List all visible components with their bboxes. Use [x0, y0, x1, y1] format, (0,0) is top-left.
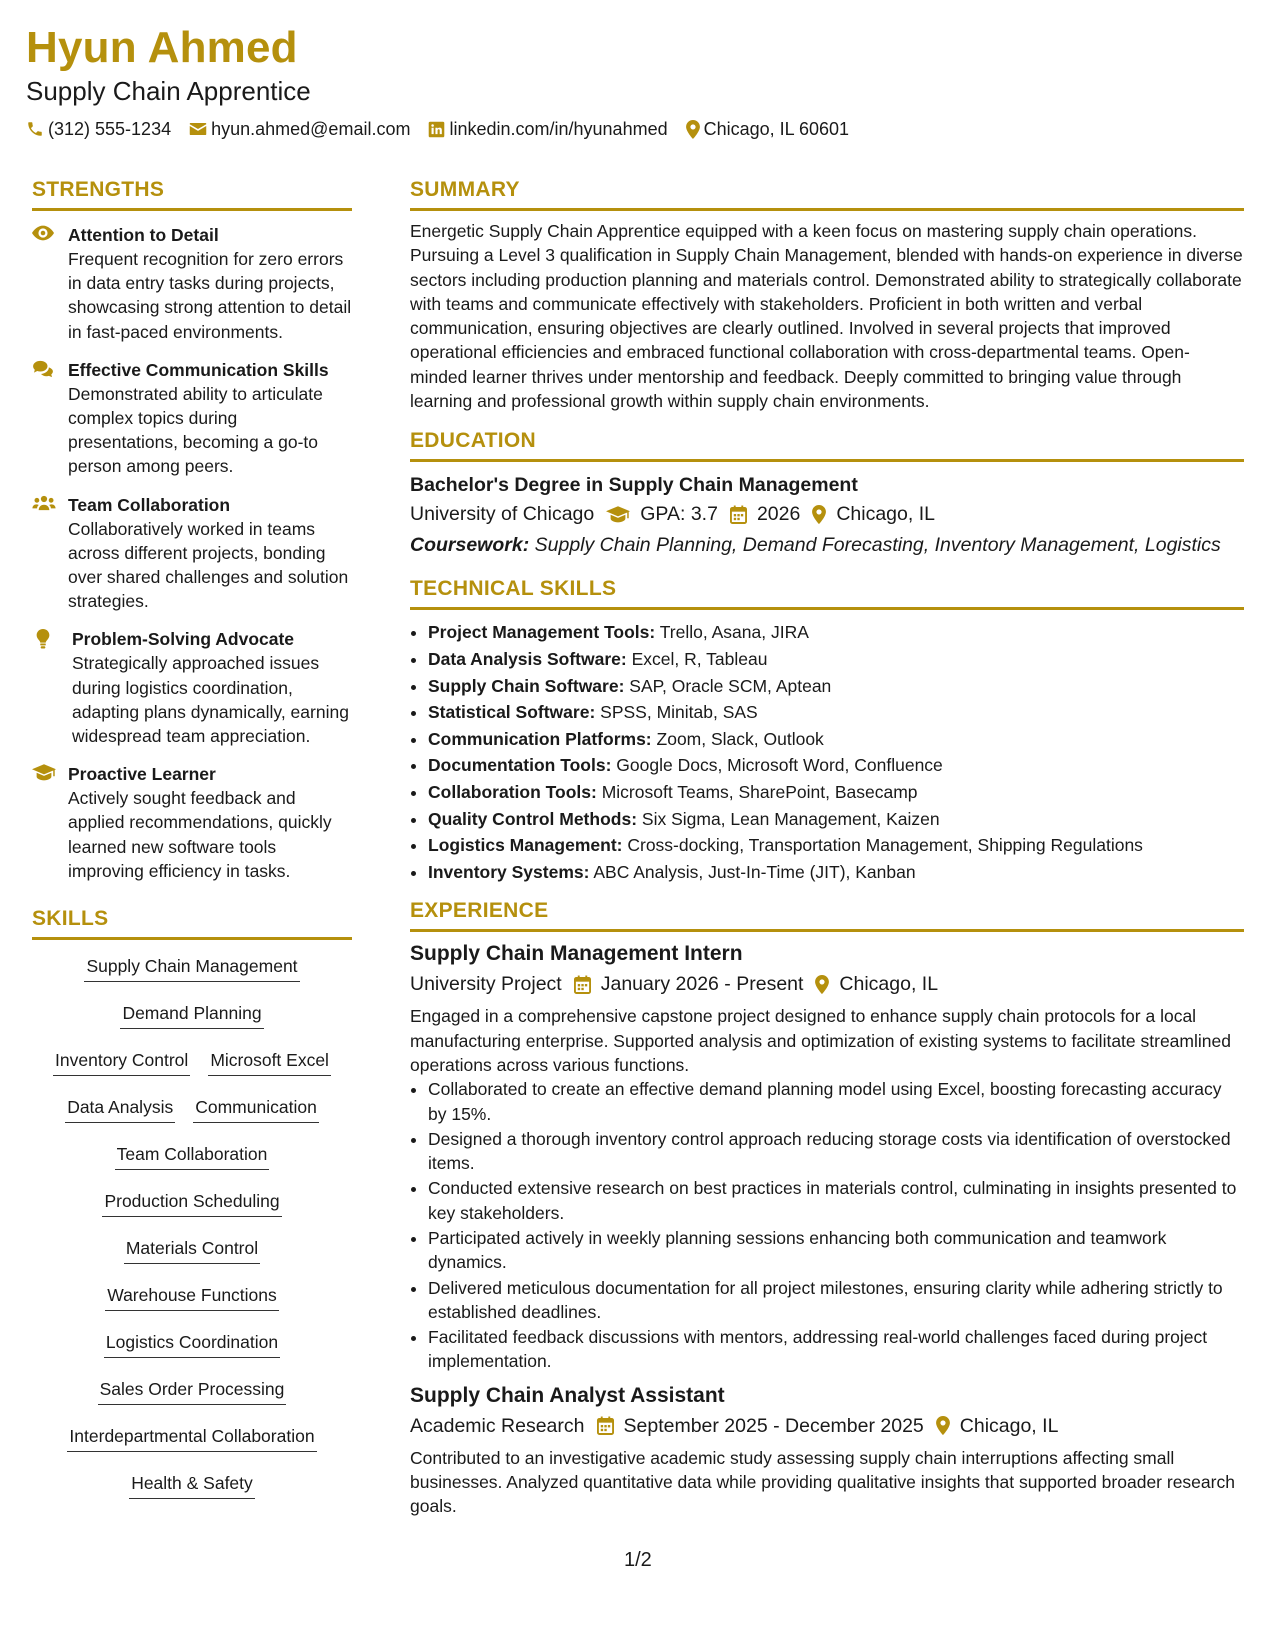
tech-value: Microsoft Teams, SharePoint, Basecamp [601, 781, 918, 802]
tech-label: Data Analysis Software: [428, 648, 627, 669]
linkedin-icon [428, 121, 445, 138]
location-text: Chicago, IL 60601 [703, 119, 850, 139]
list-item: • Designed a thorough inventory control approach reducing storage costs via identification of overstocked items. [428, 1127, 1244, 1176]
job-description: Contributed to an investigative academic study assessing supply chain interruptions affecting small businesses. Analyzed quantitative data while providing qualitative insights that supported broader research goals. [410, 1447, 1235, 1517]
gpa-text: GPA: 3.7 [640, 503, 718, 526]
strength-title: Attention to Detail [68, 225, 219, 245]
tech-label: Statistical Software: [428, 702, 596, 723]
section-divider [410, 607, 1244, 610]
graduation-cap-icon [32, 764, 56, 781]
skill-tag: Interdepartmental Collaboration [67, 1424, 316, 1452]
users-icon [32, 495, 56, 511]
strength-item [32, 627, 352, 748]
list-item [428, 699, 1244, 726]
year-item [730, 500, 800, 528]
list-item [428, 832, 1244, 859]
education-heading: EDUCATION [410, 429, 536, 453]
job-org: University Project [410, 973, 562, 996]
skills-section [32, 905, 352, 1518]
job-description: Engaged in a comprehensive capstone project designed to enhance supply chain protocols for a local manufacturing enterprise. Supported analysis and optimization of existing systems to facilitate streamlined operations across various functions. [410, 1006, 1231, 1075]
section-divider [410, 208, 1244, 211]
map-pin-icon [815, 975, 829, 994]
summary-heading: SUMMARY [410, 178, 520, 201]
strength-title: Team Collaboration [68, 494, 231, 515]
skill-tag: Materials Control [124, 1236, 260, 1264]
map-pin-icon [686, 120, 700, 139]
summary-text: Energetic Supply Chain Apprentice equipped with a keen focus on mastering supply chain operations. Pursuing a Level 3 qualification in Supply Chain Management, blended with hands-on experience in diverse sectors including production planning and materials control. Demonstrated ability to strategically collaborate with teams and communicate effectively with stakeholders. Proficient in both written and verbal communication, ensuring objectives are clearly outlined. Involved in several projects that improved operational efficiencies and embraced functional collaboration with cross-departmental teams. Open-minded learner thrives under mentorship and feedback. Deeply committed to bringing value through learning and professional growth within supply chain environments. [410, 221, 1243, 412]
section-divider [410, 459, 1244, 462]
section-divider [32, 937, 352, 940]
email-text: hyun.ahmed@email.com [211, 119, 411, 139]
skill-tag: Production Scheduling [102, 1189, 281, 1217]
tech-label: Documentation Tools: [428, 755, 612, 776]
strength-desc: Actively sought feedback and applied recommendations, quickly learned new software tools improving efficiency in tasks. [68, 788, 332, 881]
list-item [428, 752, 1244, 779]
list-item [428, 806, 1244, 833]
tech-value: Trello, Asana, JIRA [659, 622, 809, 643]
contact-linkedin[interactable] [428, 117, 667, 141]
tech-label: Quality Control Methods: [428, 808, 638, 829]
calendar-icon [597, 1416, 614, 1435]
skill-tag: Warehouse Functions [105, 1283, 279, 1311]
list-item [428, 726, 1244, 753]
phone-icon [26, 120, 44, 138]
map-pin-icon [936, 1416, 950, 1435]
tech-label: Communication Platforms: [428, 728, 652, 749]
envelope-icon [189, 121, 207, 137]
list-item: • Collaborated to create an effective demand planning model using Excel, boosting forecasting accuracy by 15%. [428, 1077, 1244, 1126]
phone-text: (312) 555-1234 [48, 119, 172, 139]
right-column [410, 176, 1244, 1519]
calendar-icon [574, 975, 591, 994]
technical-skills-list [410, 619, 1244, 885]
coursework-text: Supply Chain Planning, Demand Forecasting, Inventory Management, Logistics [534, 534, 1221, 557]
skills-heading: SKILLS [32, 907, 109, 931]
job-dates: September 2025 - December 2025 [623, 1414, 924, 1437]
skill-tag: Sales Order Processing [98, 1377, 287, 1405]
candidate-title: Supply Chain Apprentice [26, 76, 311, 106]
skill-tag: Supply Chain Management [84, 954, 299, 982]
tech-label: Logistics Management: [428, 835, 623, 856]
contact-location [686, 117, 849, 141]
list-item [428, 619, 1244, 646]
skill-tag: Inventory Control [53, 1048, 190, 1076]
coursework-line [410, 531, 1244, 559]
tech-value: SPSS, Minitab, SAS [600, 702, 758, 723]
job-location-item [815, 970, 938, 998]
comments-icon [32, 360, 54, 378]
list-item [428, 673, 1244, 700]
strength-desc: Frequent recognition for zero errors in data entry tasks during projects, showcasing strong attention to detail in fast-paced environments. [68, 249, 352, 342]
tech-value: Six Sigma, Lean Management, Kaizen [641, 808, 940, 829]
strength-item [32, 493, 352, 614]
job-dates-item [597, 1412, 924, 1440]
experience-heading: EXPERIENCE [410, 899, 549, 923]
strength-title: Proactive Learner [68, 764, 216, 785]
calendar-icon [730, 505, 747, 524]
tech-label: Project Management Tools: [428, 622, 656, 643]
tech-value: Google Docs, Microsoft Word, Confluence [616, 755, 943, 776]
job-title: Supply Chain Management Intern [410, 942, 743, 966]
eye-icon [32, 225, 54, 241]
job-entry [410, 940, 1244, 1373]
job-bullets [410, 1077, 1244, 1374]
tech-value: ABC Analysis, Just-In-Time (JIT), Kanban [593, 861, 916, 882]
strengths-section [32, 176, 352, 883]
skill-tag: Communication [193, 1095, 319, 1123]
strength-item [32, 223, 352, 344]
strength-title: Effective Communication Skills [68, 359, 329, 380]
left-column [32, 176, 352, 1518]
resume-header [26, 22, 867, 141]
job-meta [410, 970, 1244, 998]
education-section [410, 427, 1244, 559]
skills-list [32, 954, 352, 1518]
list-item [428, 646, 1244, 673]
list-item [428, 859, 1244, 886]
job-location: Chicago, IL [839, 973, 939, 996]
strength-desc: Strategically approached issues during logistics coordination, adapting plans dynamically, earning widespread team appreciation. [72, 653, 349, 747]
tech-value: Cross-docking, Transportation Management, Shipping Regulations [627, 835, 1143, 856]
strengths-heading: STRENGTHS [32, 178, 165, 201]
linkedin-text: linkedin.com/in/hyunahmed [449, 119, 668, 139]
summary-section [410, 176, 1244, 413]
coursework-label: Coursework: [410, 534, 530, 557]
tech-value: SAP, Oracle SCM, Aptean [629, 675, 832, 696]
edu-location-item [812, 500, 935, 528]
tech-value: Excel, R, Tableau [631, 648, 768, 669]
page-number: 1/2 [624, 1549, 652, 1571]
tech-label: Supply Chain Software: [428, 675, 625, 696]
job-meta [410, 1412, 1244, 1440]
list-item: • Conducted extensive research on best practices in materials control, culminating in insights presented to key stakeholders. [428, 1176, 1244, 1225]
technical-skills-section [410, 575, 1244, 885]
school-name: University of Chicago [410, 503, 595, 526]
gpa-item [606, 500, 718, 528]
tech-label: Inventory Systems: [428, 861, 590, 882]
education-meta [410, 500, 1244, 528]
job-location: Chicago, IL [959, 1414, 1059, 1437]
graduation-cap-icon [606, 506, 630, 523]
contact-email[interactable] [189, 117, 410, 141]
year-text: 2026 [756, 503, 801, 526]
job-location-item [936, 1412, 1059, 1440]
lightbulb-icon [36, 629, 50, 649]
experience-section [410, 897, 1244, 1518]
strength-item [32, 762, 352, 883]
list-item: • Facilitated feedback discussions with mentors, addressing real-world challenges faced during project implementation. [428, 1325, 1244, 1374]
skill-tag: Health & Safety [129, 1471, 255, 1499]
contact-bar [26, 117, 867, 141]
skill-tag: Team Collaboration [115, 1142, 270, 1170]
skill-tag: Microsoft Excel [208, 1048, 331, 1076]
skill-tag: Demand Planning [120, 1001, 263, 1029]
candidate-name: Hyun Ahmed [26, 23, 298, 72]
skill-tag: Data Analysis [65, 1095, 175, 1123]
list-item: • Delivered meticulous documentation for all project milestones, ensuring clarity while adhering strictly to established deadlines. [428, 1276, 1244, 1325]
job-org: Academic Research [410, 1414, 585, 1437]
job-entry [410, 1382, 1244, 1519]
section-divider [410, 929, 1244, 932]
skill-tag: Logistics Coordination [104, 1330, 280, 1358]
strength-desc: Collaboratively worked in teams across different projects, bonding over shared challenges and solution strategies. [68, 518, 349, 612]
strength-item [32, 358, 352, 479]
strength-desc: Demonstrated ability to articulate complex topics during presentations, becoming a go-to person among peers. [68, 383, 323, 477]
job-dates-item [574, 970, 804, 998]
list-item [428, 779, 1244, 806]
tech-value: Zoom, Slack, Outlook [656, 728, 824, 749]
technical-skills-heading: TECHNICAL SKILLS [410, 577, 617, 601]
section-divider [32, 208, 352, 211]
contact-phone [26, 117, 171, 141]
edu-location-text: Chicago, IL [836, 503, 935, 526]
list-item: • Participated actively in weekly planning sessions enhancing both communication and teamwork dynamics. [428, 1226, 1244, 1275]
strength-title: Problem-Solving Advocate [72, 629, 295, 650]
job-dates: January 2026 - Present [600, 973, 804, 996]
job-title: Supply Chain Analyst Assistant [410, 1383, 725, 1407]
degree-title: Bachelor's Degree in Supply Chain Management [410, 474, 858, 497]
map-pin-icon [812, 505, 826, 524]
tech-label: Collaboration Tools: [428, 781, 597, 802]
